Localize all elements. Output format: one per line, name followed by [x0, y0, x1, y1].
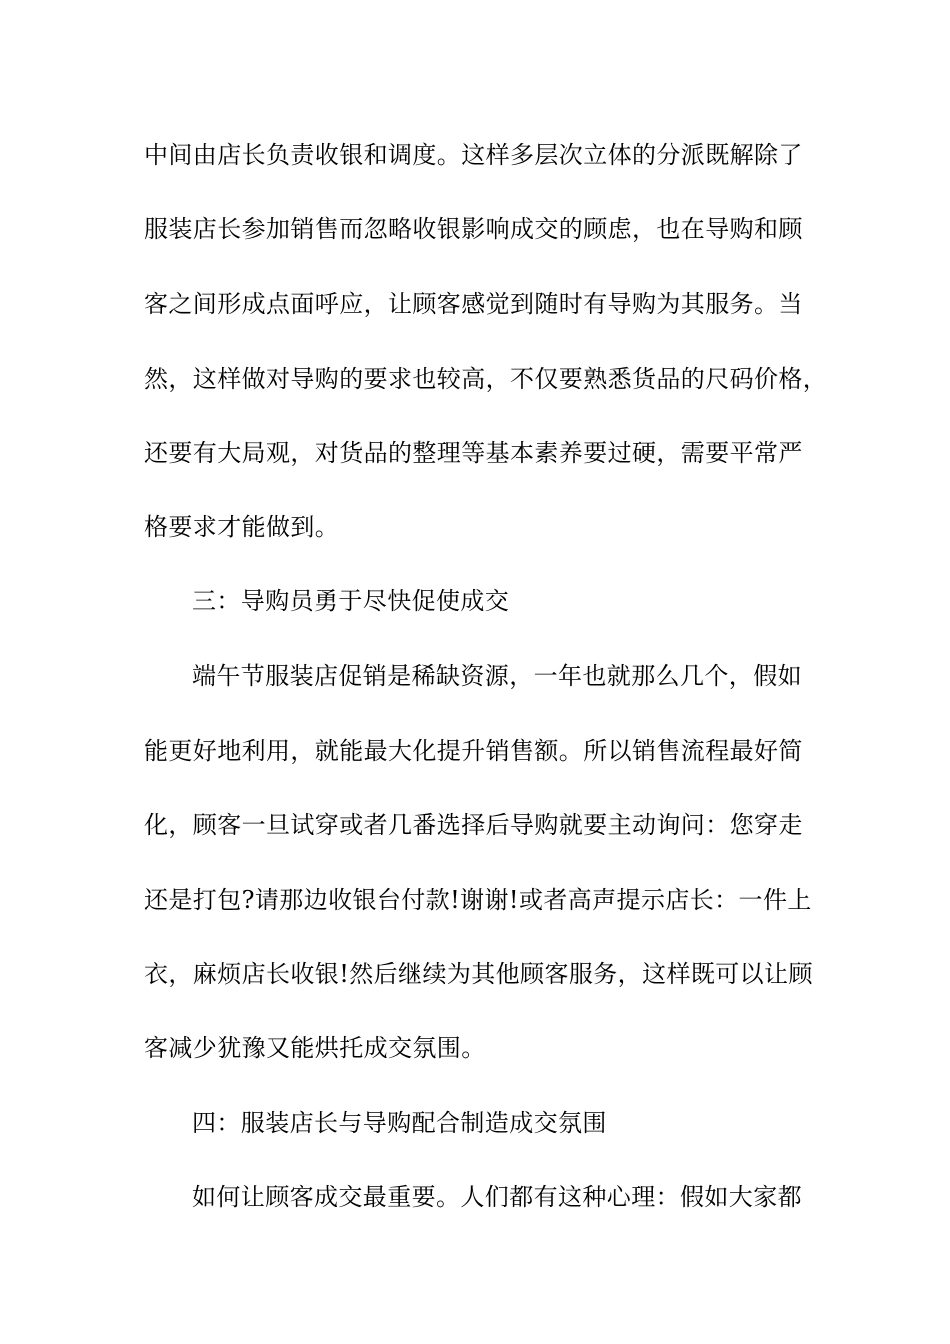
paragraph-line: 格要求才能做到。	[144, 513, 340, 541]
paragraph-line: 还是打包?请那边收银台付款!谢谢!或者高声提示店长：一件上	[144, 886, 812, 914]
paragraph-line: 客之间形成点面呼应，让顾客感觉到随时有导购为其服务。当	[144, 290, 803, 318]
paragraph-line: 服装店长参加销售而忽略收银影响成交的顾虑，也在导购和顾	[144, 215, 803, 243]
paragraph-line: 衣，麻烦店长收银!然后继续为其他顾客服务，这样既可以让顾	[144, 960, 813, 988]
paragraph-line: 如何让顾客成交最重要。人们都有这种心理：假如大家都	[192, 1183, 802, 1211]
paragraph-line: 能更好地利用，就能最大化提升销售额。所以销售流程最好简	[144, 737, 803, 765]
paragraph-line: 端午节服装店促销是稀缺资源，一年也就那么几个，假如	[192, 662, 802, 690]
section-heading: 四：服装店长与导购配合制造成交氛围	[192, 1109, 607, 1137]
paragraph-line: 还要有大局观，对货品的整理等基本素养要过硬，需要平常严	[144, 439, 803, 467]
paragraph-line: 化，顾客一旦试穿或者几番选择后导购就要主动询问：您穿走	[144, 811, 803, 839]
paragraph-line: 客减少犹豫又能烘托成交氛围。	[144, 1034, 486, 1062]
paragraph-line: 然，这样做对导购的要求也较高，不仅要熟悉货品的尺码价格，	[144, 365, 828, 393]
paragraph-line: 中间由店长负责收银和调度。这样多层次立体的分派既解除了	[144, 141, 803, 169]
section-heading: 三：导购员勇于尽快促使成交	[192, 587, 510, 615]
